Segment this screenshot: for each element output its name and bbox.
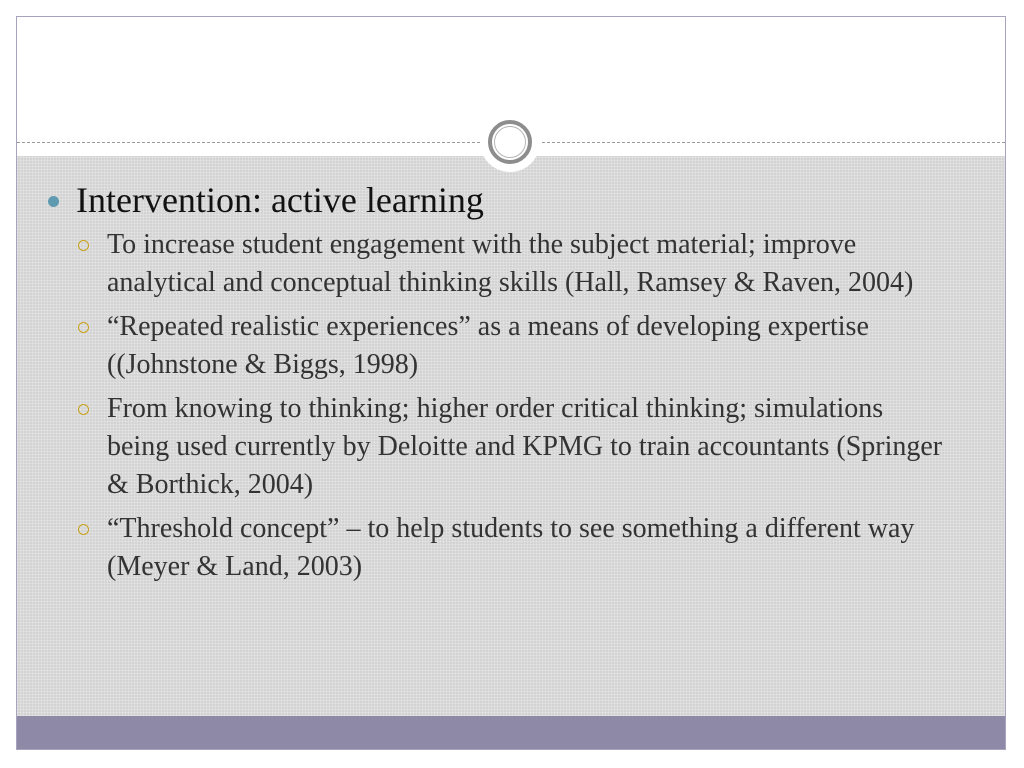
sub-bullet-text: From knowing to thinking; higher order critical thinking; simulations being used currently by Deloitte and KPMG to train accountants (Springer & Borthick, 2004) (107, 393, 943, 500)
sub-bullet-text: “Repeated realistic experiences” as a means of developing expertise ((Johnstone & Biggs, 1998) (107, 311, 869, 380)
hollow-circle-icon (78, 524, 89, 535)
sub-bullet-text: “Threshold concept” – to help students to see something a different way (Meyer & Land, 2003) (107, 513, 915, 582)
sub-bullet-item (48, 308, 948, 384)
sub-bullet-item (48, 390, 948, 504)
slide-body (48, 176, 948, 592)
sub-bullet-item (48, 226, 948, 302)
ornament-inner-ring (494, 126, 526, 158)
hollow-circle-icon (78, 240, 89, 251)
filled-circle-icon (48, 196, 59, 207)
sub-bullet-item (48, 510, 948, 586)
footer-bar (17, 716, 1005, 749)
bullet-heading: Intervention: active learning (76, 180, 484, 220)
sub-bullet-list (48, 226, 948, 586)
sub-bullet-text: To increase student engagement with the subject material; improve analytical and conceptual thinking skills (Hall, Ramsey & Raven, 2004) (107, 229, 914, 298)
ornament-outer-ring (488, 120, 532, 164)
bullet-level1 (48, 176, 948, 224)
hollow-circle-icon (78, 404, 89, 415)
hollow-circle-icon (78, 322, 89, 333)
circle-ring-icon (480, 112, 540, 172)
